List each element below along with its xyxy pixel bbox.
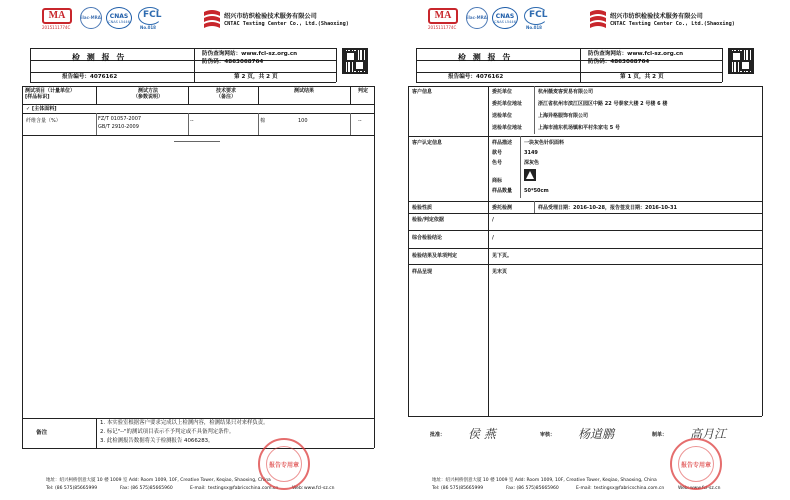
sample-value-2: 3149	[524, 150, 538, 156]
qr-code	[342, 48, 368, 74]
footer-fax: Fax: (86 575)85665960	[506, 486, 559, 491]
report-number: 报告编号：4076162	[62, 74, 118, 80]
cma-logo: MA 2015111774C	[428, 10, 457, 30]
client-label-4: 送检单位地址	[492, 125, 523, 131]
page-info: 第 1 页，共 2 页	[620, 74, 664, 80]
brand-label-icon	[524, 169, 536, 181]
reviewer-signature: 杨道鹏	[578, 427, 615, 441]
test-type-label: 检验性质	[412, 205, 433, 211]
basis-label: 检验/判定依据	[412, 217, 444, 223]
end-of-data-line	[174, 141, 220, 142]
verdict-value: --	[358, 118, 362, 124]
approver-signature: 侯 燕	[468, 427, 496, 441]
footer-tel: Tel: (86 575)85665999	[432, 486, 484, 491]
query-code: 防伪码：4863068764	[202, 59, 264, 65]
report-page-2	[22, 0, 394, 500]
review-label: 审核：	[540, 432, 556, 438]
cntac-flag-logo	[588, 8, 608, 30]
col-header-requirement: 技术要求 （备注）	[215, 88, 236, 100]
conclusion-label: 综合检验结论	[412, 235, 443, 241]
footer-address: 地址：绍兴柯桥创意大厦 10 楼 1009 室 Add: Room 1009, 10F, Creative Tower, Keqiao, Shaoxing, China	[46, 478, 271, 483]
ilac-mra-logo: ilac-MRA	[466, 7, 488, 29]
client-label-3: 送检单位	[492, 113, 513, 119]
prepare-label: 制单：	[652, 432, 668, 438]
footer-web-link[interactable]: www.fcl-sz.cn	[304, 486, 335, 491]
result-value: 100	[298, 118, 308, 124]
client-label-2: 委托单位地址	[492, 101, 523, 107]
footer-web-label: Web:	[678, 486, 690, 491]
col-header-result: 测试结果	[293, 88, 314, 94]
conclusion-value: /	[492, 235, 494, 241]
client-value-2: 浙江省杭州市滨江区园区中路 22 号泰家大楼 2 号楼 6 楼	[538, 101, 668, 107]
results-value: 见下页。	[492, 253, 513, 259]
test-requirement: --	[190, 118, 194, 124]
basis-value: /	[492, 217, 494, 223]
company-name-cn: 绍兴市纺织检验技术服务有限公司	[610, 13, 703, 20]
test-item: 纤维含量（%）	[26, 118, 61, 124]
report-title: 检 测 报 告	[72, 53, 127, 62]
sample-label-3: 色号	[492, 160, 503, 166]
footer-address: 地址：绍兴柯桥创意大厦 10 楼 1009 室 Add: Room 1009, 10F, Creative Tower, Keqiao, Shaoxing, China	[432, 478, 657, 483]
footer-tel: Tel: (86 575)85665999	[46, 486, 98, 491]
query-site: 防伪查询网站：www.fcl-sz.org.cn	[588, 51, 684, 57]
footer-email-label: E-mail:	[190, 486, 206, 491]
query-site: 防伪查询网站：www.fcl-sz.org.cn	[202, 51, 298, 57]
client-label-1: 委托单位	[492, 89, 513, 95]
footer-email-link[interactable]: testingsx@fabricschina.com.cn	[594, 486, 665, 491]
cma-logo: MA 2015111774C	[42, 10, 71, 30]
footer-email-link[interactable]: testingsx@fabricschina.com.cn	[208, 486, 279, 491]
test-type-value: 委托检测	[492, 205, 513, 211]
footer-email-label: E-mail:	[576, 486, 592, 491]
client-value-1: 杭州薇麦客贸易有限公司	[538, 89, 594, 95]
sample-label-2: 款号	[492, 150, 503, 156]
sample-value-5: 50*50cm	[524, 188, 549, 194]
sample-label-5: 样品数量	[492, 188, 513, 194]
notes-label: 备注	[36, 430, 48, 436]
fcl-logo: FCL No.018	[138, 7, 162, 31]
sample-value-1: 一块灰色针织面料	[524, 140, 565, 146]
approve-label: 批准：	[430, 432, 446, 438]
test-method-1: FZ/T 01057-2007	[98, 116, 142, 122]
note-1: 1. 本实验室根据客户要求完成以上检测内容，检测结果只对来样负责。	[100, 420, 269, 426]
note-2: 2. 标记"--"的测试项目表示不予判定或不具备判定条件。	[100, 429, 235, 435]
sample-value-3: 深灰色	[524, 160, 540, 166]
result-label: 棉	[260, 118, 266, 124]
cntac-flag-logo	[202, 8, 222, 30]
report-number: 报告编号：4076162	[448, 74, 504, 80]
official-seal: 报告专用章	[670, 438, 722, 490]
note-3: 3. 此检测报告数据将关于检测报告 4066283。	[100, 438, 214, 444]
test-method-2: GB/T 2910-2009	[98, 124, 139, 130]
cnas-logo: CNAS CNAS L5446	[106, 7, 132, 29]
company-name-en: CNTAC Testing Center Co., Ltd.(Shaoxing)	[224, 21, 349, 27]
fcl-logo: FCL No.018	[524, 7, 548, 31]
sample-section-label: 客户认定信息	[412, 140, 443, 146]
footer-web-link[interactable]: www.fcl-sz.cn	[690, 486, 721, 491]
company-name-en: CNTAC Testing Center Co., Ltd.(Shaoxing)	[610, 21, 735, 27]
preparer-signature: 高月江	[690, 427, 727, 441]
client-section-label: 客户信息	[412, 89, 433, 95]
company-name-cn: 绍兴市纺织检验技术服务有限公司	[224, 13, 317, 20]
ilac-mra-logo: ilac-MRA	[80, 7, 102, 29]
col-header-item: 测试项目（计量单位） [样品标识]	[25, 88, 76, 100]
client-value-4: 上海市浦东机场镇和平村朱家屯 5 号	[538, 125, 620, 131]
report-title: 检 测 报 告	[458, 53, 513, 62]
photo-value: 见末页	[492, 269, 508, 275]
col-header-method: 测试方法 （参数说明）	[132, 88, 163, 100]
qr-code	[728, 48, 754, 74]
page-info: 第 2 页，共 2 页	[234, 74, 278, 80]
test-dates: 样品受理日期：2016-10-28，报告签发日期：2016-10-31	[538, 205, 677, 211]
sample-label-4: 商标	[492, 178, 503, 184]
report-page-1	[408, 0, 780, 500]
footer-fax: Fax: (86 575)85665960	[120, 486, 173, 491]
col-header-verdict: 判定	[357, 88, 368, 94]
results-label: 检验结果及单项判定	[412, 253, 458, 259]
sample-label-1: 样品描述	[492, 140, 513, 146]
official-seal: 报告专用章	[258, 438, 310, 490]
sample-group-label: ✓ [主体面料]	[26, 106, 57, 112]
photo-label: 样品呈现	[412, 269, 433, 275]
query-code: 防伪码：4863068764	[588, 59, 650, 65]
cnas-logo: CNAS CNAS L5446	[492, 7, 518, 29]
footer-web-label: Web:	[292, 486, 304, 491]
client-value-3: 上海异格服饰有限公司	[538, 113, 589, 119]
